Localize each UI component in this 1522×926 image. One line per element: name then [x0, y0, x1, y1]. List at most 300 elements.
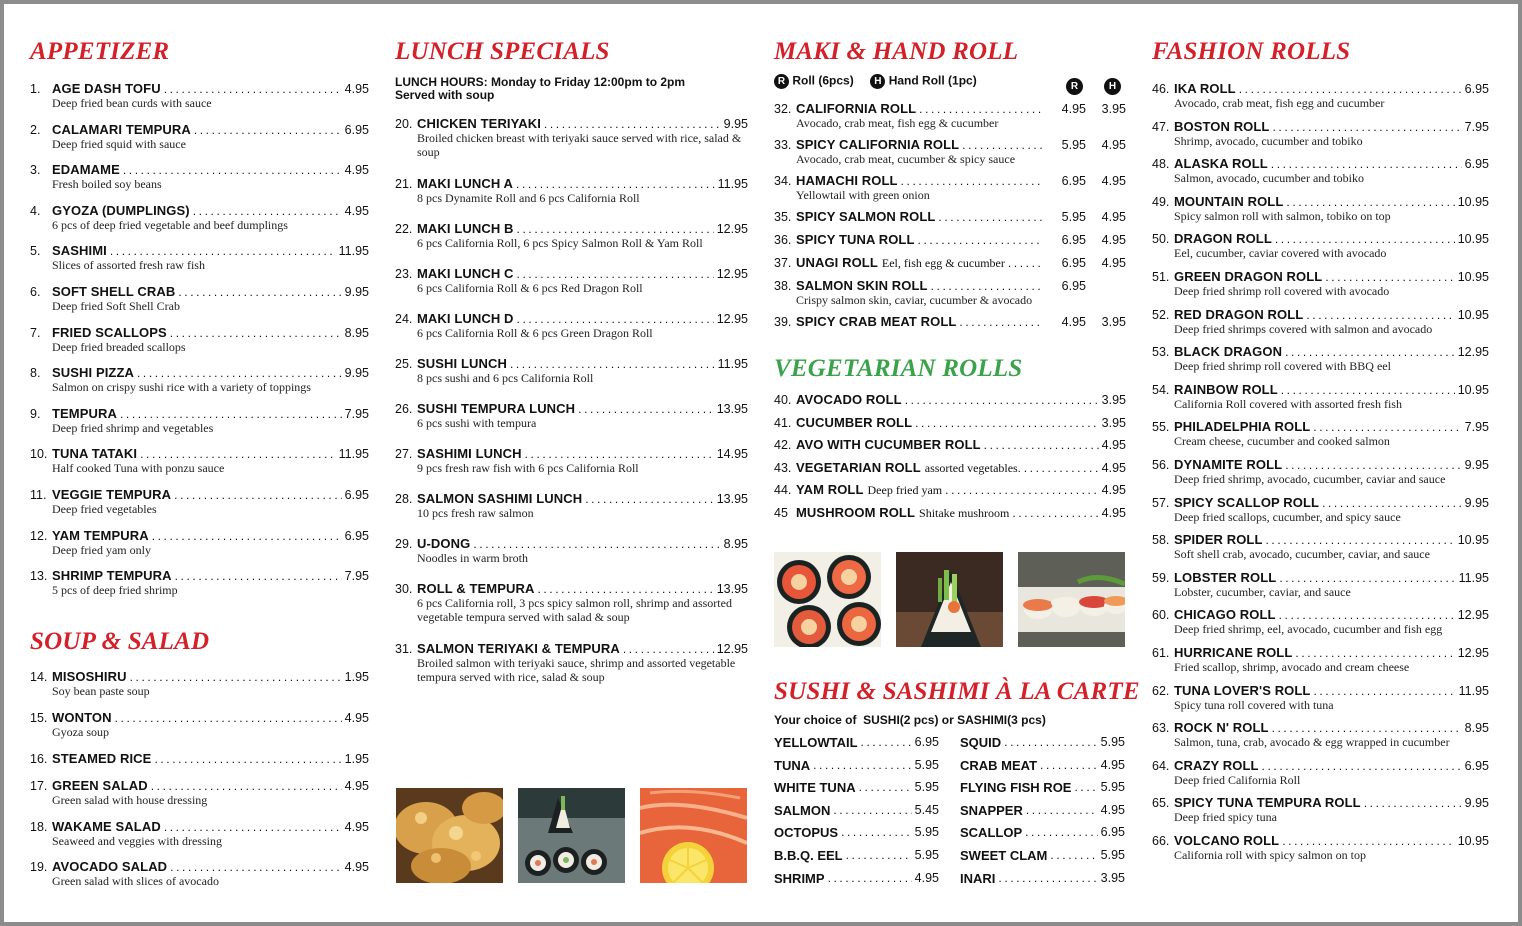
item-number: 27.: [395, 447, 413, 461]
item-name: IKA ROLL: [1174, 81, 1236, 96]
dot-leader: [140, 447, 336, 462]
menu-item: [30, 710, 369, 739]
item-description: California roll with spicy salmon on top: [1174, 848, 1366, 862]
item-description: Salmon on crispy sushi rice with a variety of toppings: [52, 380, 311, 395]
item-name: MAKI LUNCH B: [417, 221, 514, 236]
item-number: 42.: [774, 438, 792, 453]
item-number: 35.: [774, 210, 792, 224]
menu-item-row: [395, 356, 748, 371]
menu-item-row: [774, 137, 1126, 152]
item-description: Deep fried shrimp roll covered with avocado: [1174, 284, 1390, 298]
dot-leader: [1025, 825, 1098, 840]
menu-item-row: [774, 392, 1126, 407]
item-number: 16.: [30, 752, 48, 766]
item-name: CRAZY ROLL: [1174, 757, 1259, 773]
menu-item: [30, 751, 369, 766]
nigiri-platter-photo: [1018, 552, 1125, 647]
menu-item-row: [30, 446, 369, 461]
dot-leader: [833, 803, 911, 818]
item-name: HAMACHI ROLL: [796, 173, 898, 188]
menu-item-row: [774, 255, 1126, 270]
menu-item-row: [30, 203, 369, 218]
sushi-name: SHRIMP: [774, 870, 825, 886]
item-price: 10.95: [1457, 834, 1489, 848]
item-number: 28.: [395, 492, 413, 506]
item-name: HURRICANE ROLL: [1174, 645, 1293, 660]
menu-item: [30, 778, 369, 807]
item-price: 11.95: [717, 177, 748, 191]
item-number: 48.: [1152, 157, 1170, 172]
item-number: 56.: [1152, 458, 1170, 472]
item-name: SUSHI LUNCH: [417, 356, 507, 371]
item-name: UNAGI ROLL: [796, 255, 878, 270]
lunch-soup-note: Served with soup: [395, 88, 495, 102]
menu-item-row: [395, 491, 748, 506]
item-name: GREEN DRAGON ROLL: [1174, 269, 1323, 284]
item-number: 14.: [30, 670, 48, 684]
item-number: 19.: [30, 860, 48, 874]
dot-leader: [1285, 345, 1455, 360]
menu-item: [30, 243, 369, 272]
item-description: 6 pcs of deep fried vegetable and beef dumplings: [52, 217, 288, 232]
item-number: 44.: [774, 483, 792, 498]
item-name: SPICY SALMON ROLL: [796, 209, 936, 224]
sushi-item: [774, 871, 939, 886]
dot-leader: [510, 357, 715, 372]
dot-leader: [1275, 232, 1455, 247]
roll-price: 4.95: [1061, 315, 1086, 329]
dot-leader: [901, 174, 1043, 189]
menu-item-row: [1152, 231, 1489, 246]
menu-item-row: [774, 314, 1126, 329]
item-description: Green salad with slices of avocado: [52, 874, 219, 888]
dot-leader: [984, 438, 1099, 453]
dot-leader: [1008, 256, 1043, 271]
item-description: 9 pcs fresh raw fish with 6 pcs California Roll: [417, 461, 639, 475]
item-price: 14.95: [716, 447, 748, 461]
menu-item: [395, 176, 748, 205]
item-name: SALMON SKIN ROLL: [796, 278, 928, 293]
roll-column-badge-icon: R: [1066, 78, 1083, 95]
dot-leader: [1306, 308, 1454, 323]
sushi-price: 3.95: [1100, 870, 1125, 885]
item-description: Spicy tuna roll covered with tuna: [1174, 697, 1334, 712]
item-number: 53.: [1152, 345, 1170, 360]
sushi-item: [960, 848, 1125, 863]
item-price: 9.95: [344, 285, 369, 299]
dot-leader: [859, 780, 912, 795]
sushi-price: 4.95: [1100, 757, 1125, 772]
sushi-name: SWEET CLAM: [960, 848, 1048, 863]
dot-leader: [846, 848, 912, 863]
dot-leader: [905, 393, 1099, 408]
item-description: Deep fried Soft Shell Crab: [52, 299, 180, 313]
item-description: Green salad with house dressing: [52, 793, 208, 807]
menu-item-row: [1152, 269, 1489, 284]
menu-item-row: [30, 365, 369, 380]
menu-item: [1152, 419, 1489, 448]
dot-leader: [1012, 506, 1098, 521]
menu-item: [774, 209, 1126, 224]
item-number: 12.: [30, 528, 48, 543]
roll-price: 4.95: [1061, 102, 1086, 116]
sushi-item: [774, 735, 939, 750]
menu-item-row: [30, 669, 369, 684]
item-price: 12.95: [1457, 646, 1489, 660]
item-number: 22.: [395, 222, 413, 236]
item-name: CHICKEN TERIYAKI: [417, 116, 541, 131]
menu-item-row: [1152, 81, 1489, 96]
menu-item: [1152, 382, 1489, 411]
item-name: RED DRAGON ROLL: [1174, 306, 1304, 322]
dot-leader: [1322, 496, 1462, 511]
dot-leader: [1281, 383, 1455, 398]
dot-leader: [813, 758, 912, 773]
dot-leader: [1313, 420, 1461, 435]
item-price: 9.95: [1464, 458, 1489, 472]
item-price: 13.95: [716, 402, 748, 416]
menu-item-row: [1152, 683, 1489, 698]
item-price: 11.95: [338, 244, 369, 259]
sushi-price: 5.95: [914, 825, 939, 840]
item-description: Deep fried yam only: [52, 542, 151, 557]
dot-leader: [915, 416, 1099, 431]
dot-leader: [110, 244, 336, 259]
item-description: Broiled salmon with teriyaki sauce, shrimp and assorted vegetable tempura served with rice, salad & soup: [417, 656, 736, 684]
item-price: 10.95: [1457, 270, 1489, 284]
hand-roll-price: 4.95: [1101, 256, 1126, 270]
menu-item: [395, 356, 748, 385]
item-name: CALAMARI TEMPURA: [52, 121, 191, 137]
item-inline-description: Deep fried yam: [867, 483, 943, 498]
item-name: ROCK N' ROLL: [1174, 720, 1269, 736]
item-name: PHILADELPHIA ROLL: [1174, 419, 1311, 435]
dot-leader: [517, 312, 714, 327]
item-number: 4.: [30, 203, 41, 218]
hand-roll-price: 4.95: [1101, 138, 1126, 152]
menu-item-row: [395, 266, 748, 281]
menu-item: [1152, 344, 1489, 373]
item-name: CHICAGO ROLL: [1174, 607, 1276, 623]
item-price: 12.95: [716, 222, 748, 236]
item-name: MAKI LUNCH D: [417, 311, 514, 326]
item-name: WAKAME SALAD: [52, 819, 161, 834]
item-price: 13.95: [716, 582, 748, 596]
item-name: SALMON SASHIMI LUNCH: [417, 491, 583, 506]
item-number: 52.: [1152, 307, 1170, 322]
sushi-name: INARI: [960, 870, 996, 886]
item-description: Cream cheese, cucumber and cooked salmon: [1174, 434, 1390, 449]
menu-item: [1152, 269, 1489, 298]
dot-leader: [194, 123, 342, 138]
sushi-item: [960, 871, 1125, 886]
item-number: 45: [774, 506, 788, 520]
item-number: 8.: [30, 366, 41, 381]
item-number: 21.: [395, 177, 413, 191]
sushi-roll-photo: [518, 788, 625, 883]
item-name: U-DONG: [417, 536, 471, 551]
item-price: 6.95: [344, 122, 369, 137]
item-number: 66.: [1152, 834, 1170, 848]
menu-item-row: [395, 446, 748, 461]
item-number: 30.: [395, 582, 413, 596]
dot-leader: [959, 315, 1043, 330]
dot-leader: [170, 326, 342, 341]
sushi-price: 5.95: [1100, 735, 1125, 749]
sushi-item: [774, 780, 939, 795]
item-number: 20.: [395, 117, 413, 131]
item-number: 38.: [774, 279, 792, 293]
item-number: 33.: [774, 138, 792, 152]
sushi-name: SALMON: [774, 802, 831, 818]
dot-leader: [931, 279, 1043, 294]
menu-item-row: [774, 415, 1126, 430]
hand-roll-price: 4.95: [1101, 210, 1126, 224]
item-price: 9.95: [344, 366, 369, 381]
dot-leader: [918, 233, 1043, 248]
item-price: 12.95: [716, 642, 748, 656]
item-description: Deep fried vegetables: [52, 502, 157, 516]
item-description: Broiled chicken breast with teriyaki sauce served with rice, salad & soup: [417, 131, 742, 159]
dot-leader: [1050, 848, 1097, 863]
item-description: Deep fried shrimp, avocado, cucumber, caviar and sauce: [1174, 472, 1446, 486]
item-price: 12.95: [716, 312, 748, 326]
menu-item: [30, 568, 369, 597]
dot-leader: [1364, 796, 1462, 811]
item-number: 34.: [774, 174, 792, 188]
item-price: 8.95: [344, 325, 369, 340]
item-description: Avocado, crab meat, fish egg & cucumber: [796, 116, 999, 130]
item-price: 1.95: [344, 752, 369, 766]
soup-salad-title: SOUP & SALAD: [30, 628, 210, 655]
menu-item: [774, 437, 1126, 452]
menu-item: [30, 487, 369, 516]
menu-item-row: [1152, 156, 1489, 171]
sushi-price: 5.95: [914, 780, 939, 795]
dot-leader: [998, 871, 1097, 886]
item-price: 4.95: [344, 203, 369, 218]
dot-leader: [1026, 803, 1098, 818]
sushi-name: TUNA: [774, 757, 811, 773]
menu-item: [1152, 570, 1489, 599]
item-price: 4.95: [1101, 506, 1126, 520]
item-name: MISOSHIRU: [52, 669, 127, 684]
menu-item: [30, 325, 369, 354]
menu-item: [395, 116, 748, 159]
item-number: 59.: [1152, 570, 1170, 585]
item-name: SASHIMI: [52, 243, 107, 259]
item-name: RAINBOW ROLL: [1174, 381, 1278, 397]
menu-item-row: [30, 487, 369, 502]
item-name: VEGETARIAN ROLL: [796, 459, 921, 475]
sushi-price: 6.95: [1100, 825, 1125, 840]
item-name: CALIFORNIA ROLL: [796, 101, 917, 116]
item-description: Gyoza soup: [52, 725, 109, 739]
item-description: 6 pcs California roll, 3 pcs spicy salmon roll, shrimp and assorted vegetable tempura served with salad & soup: [417, 596, 732, 624]
item-price: 11.95: [717, 357, 748, 371]
sushi-price: 4.95: [1100, 802, 1125, 817]
tempura-photo: [396, 788, 503, 883]
item-description: 8 pcs sushi and 6 pcs California Roll: [417, 371, 594, 385]
item-number: 25.: [395, 357, 413, 371]
item-number: 40.: [774, 393, 792, 407]
item-name: SPICY TUNA ROLL: [796, 232, 915, 247]
item-name: VOLCANO ROLL: [1174, 833, 1280, 848]
item-name: AVOCADO SALAD: [52, 859, 168, 874]
item-description: Half cooked Tuna with ponzu sauce: [52, 461, 225, 476]
menu-item: [395, 311, 748, 340]
item-description: Deep fried shrimps covered with salmon and avocado: [1174, 321, 1433, 336]
menu-item-row: [30, 162, 369, 177]
item-description: 6 pcs California Roll & 6 pcs Green Dragon Roll: [417, 326, 653, 340]
menu-item: [1152, 833, 1489, 862]
menu-item-row: [395, 401, 748, 416]
menu-item-row: [30, 81, 369, 96]
menu-item: [1152, 532, 1489, 561]
dot-leader: [544, 117, 721, 132]
menu-item-row: [1152, 570, 1489, 585]
salmon-sashimi-photo: [640, 788, 747, 883]
item-price: 9.95: [723, 117, 748, 131]
menu-item: [774, 278, 1126, 307]
item-number: 32.: [774, 102, 792, 116]
item-number: 31.: [395, 642, 413, 656]
item-name: YAM TEMPURA: [52, 527, 149, 543]
dot-leader: [585, 492, 714, 507]
item-description: Deep fried spicy tuna: [1174, 810, 1277, 825]
item-description: Avocado, crab meat, fish egg and cucumber: [1174, 96, 1385, 110]
hand-roll-price: 4.95: [1101, 174, 1126, 188]
dot-leader: [1286, 195, 1454, 210]
item-number: 9.: [30, 406, 41, 421]
menu-item: [1152, 495, 1489, 524]
sushi-name: OCTOPUS: [774, 825, 839, 841]
item-price: 6.95: [1464, 82, 1489, 96]
menu-item: [1152, 758, 1489, 787]
menu-item: [395, 581, 748, 624]
item-price: 9.95: [1464, 796, 1489, 811]
menu-item: [774, 137, 1126, 166]
item-name: MOUNTAIN ROLL: [1174, 193, 1284, 209]
menu-item: [30, 528, 369, 557]
item-name: SPICY CALIFORNIA ROLL: [796, 137, 960, 152]
dot-leader: [123, 163, 342, 178]
menu-item: [30, 859, 369, 888]
menu-item-row: [30, 122, 369, 137]
item-name: AVO WITH CUCUMBER ROLL: [796, 437, 981, 453]
item-price: 10.95: [1457, 307, 1489, 322]
roll-price: 5.95: [1061, 210, 1086, 224]
sushi-item: [774, 758, 939, 773]
dot-leader: [841, 825, 912, 840]
sushi-price: 5.95: [914, 848, 939, 862]
item-description: Salmon, avocado, cucumber and tobiko: [1174, 171, 1364, 186]
sushi-name: SNAPPER: [960, 802, 1023, 818]
menu-item: [395, 536, 748, 565]
menu-item-row: [30, 243, 369, 258]
item-name: LOBSTER ROLL: [1174, 569, 1277, 585]
appetizer-title: APPETIZER: [30, 38, 170, 65]
item-description: Noodles in warm broth: [417, 551, 528, 565]
item-number: 26.: [395, 402, 413, 416]
sushi-price: 5.95: [1100, 780, 1125, 795]
item-name: TEMPURA: [52, 405, 117, 421]
menu-item-row: [395, 176, 748, 191]
dot-leader: [175, 569, 342, 584]
item-number: 50.: [1152, 232, 1170, 247]
item-name: AGE DASH TOFU: [52, 81, 161, 96]
item-name: SUSHI PIZZA: [52, 365, 134, 381]
item-name: SPICY CRAB MEAT ROLL: [796, 314, 957, 329]
fashion-rolls-title: FASHION ROLLS: [1152, 38, 1351, 65]
item-price: 9.95: [1464, 495, 1489, 510]
dot-leader: [1285, 458, 1461, 473]
item-name: MUSHROOM ROLL: [796, 505, 916, 520]
item-number: 47.: [1152, 119, 1170, 134]
item-number: 18.: [30, 820, 48, 834]
menu-item: [774, 482, 1126, 497]
menu-item: [30, 284, 369, 313]
item-description: 5 pcs of deep fried shrimp: [52, 583, 178, 598]
dot-leader: [1325, 270, 1454, 285]
item-number: 39.: [774, 315, 792, 329]
menu-item: [395, 446, 748, 475]
item-description: Deep fried shrimp, eel, avocado, cucumber and fish egg: [1174, 622, 1443, 637]
item-name: GREEN SALAD: [52, 778, 148, 793]
dot-leader: [1313, 684, 1455, 699]
item-price: 4.95: [344, 82, 369, 96]
dot-leader: [1279, 608, 1455, 623]
dot-leader: [164, 820, 342, 835]
item-number: 63.: [1152, 721, 1170, 736]
menu-item: [1152, 795, 1489, 824]
item-name: MAKI LUNCH C: [417, 266, 514, 281]
menu-item-row: [30, 710, 369, 725]
menu-page: [4, 4, 1518, 922]
item-name: SOFT SHELL CRAB: [52, 284, 176, 299]
menu-item-row: [30, 406, 369, 421]
item-description: Yellowtail with green onion: [796, 188, 930, 202]
menu-item-row: [774, 460, 1126, 475]
item-price: 7.95: [1464, 119, 1489, 134]
dot-leader: [1272, 721, 1462, 736]
item-price: 4.95: [344, 711, 369, 725]
menu-item: [30, 669, 369, 698]
item-name: SASHIMI LUNCH: [417, 446, 522, 461]
menu-item: [395, 221, 748, 250]
dot-leader: [623, 642, 714, 657]
roll-price: 6.95: [1061, 256, 1086, 270]
menu-item: [1152, 119, 1489, 148]
item-description: 6 pcs California Roll & 6 pcs Red Dragon Roll: [417, 281, 643, 295]
item-price: 8.95: [1464, 721, 1489, 736]
item-name: SUSHI TEMPURA LUNCH: [417, 401, 576, 416]
item-name: SPICY SCALLOP ROLL: [1174, 494, 1320, 510]
item-number: 11.: [30, 488, 47, 502]
dot-leader: [1279, 571, 1455, 586]
menu-item-row: [395, 116, 748, 131]
dot-leader: [938, 210, 1043, 225]
menu-item-row: [1152, 607, 1489, 622]
menu-item: [774, 415, 1126, 430]
item-price: 10.95: [1457, 533, 1489, 548]
dot-leader: [1272, 120, 1461, 135]
menu-item: [774, 392, 1126, 407]
item-name: SPIDER ROLL: [1174, 532, 1263, 548]
menu-item-row: [1152, 645, 1489, 660]
dot-leader: [578, 402, 714, 417]
menu-item: [774, 505, 1126, 520]
